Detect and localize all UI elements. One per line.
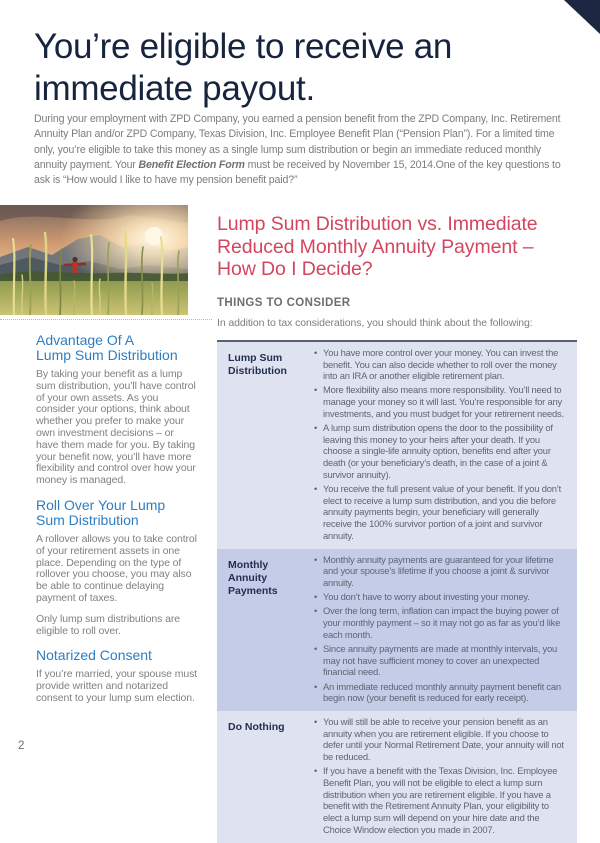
bullet-item: • A lump sum distribution opens the door to the possibility of leaving this money to your heirs after your death. If you choose a single-life annuity option, benefits end after your death (or your beneficiary’s death, in the case of a joint & survivor annuity).: [314, 422, 567, 481]
intro-bold-italic: Benefit Election Form: [138, 158, 245, 171]
bullet-item: • Over the long term, inflation can impact the buying power of your monthly payment – so it may not go as far as you’d like each month.: [314, 605, 567, 640]
page-title: You’re eligible to receive an immediate payout.: [34, 27, 453, 108]
row-content: [314, 711, 577, 843]
comparison-table: [217, 340, 577, 843]
row-label: Monthly Annuity Payments: [228, 558, 278, 597]
sidebar-section-notarized-consent: [36, 648, 198, 704]
page-number: 2: [18, 740, 25, 752]
intro-text-end: must be received by November 15, 2014.One of the key questions to ask is “How would I like to have my pension benefit paid?”: [34, 158, 561, 187]
sidebar-heading: Advantage Of A Lump Sum Distribution: [36, 332, 178, 363]
left-sidebar: [36, 333, 198, 716]
table-row-lump-sum: [217, 342, 577, 549]
bullet-item: • Since annuity payments are made at monthly intervals, you may not have sufficient money to cover an unexpected financial need.: [314, 643, 567, 678]
main-column: [217, 197, 579, 843]
sidebar-paragraph: By taking your benefit as a lump sum distribution, you’ll have control of your own assets. As you consider your options, think about whether you prefer to make your own investment decisions – or have them made for you. By taking your benefit now, you’ll have more flexibility and control over how your money is managed.: [36, 368, 196, 487]
sidebar-heading: Notarized Consent: [36, 647, 152, 664]
bullet-item: • An immediate reduced monthly annuity payment benefit can begin now (your benefit is reduced for early receipt).: [314, 681, 567, 704]
bullet-item: • Monthly annuity payments are guaranteed for your lifetime and your spouse’s lifetime if you choose a joint & survivor annuity.: [314, 554, 567, 589]
lead-sentence: In addition to tax considerations, you should think about the following:: [217, 316, 533, 329]
dotted-divider: [0, 319, 212, 320]
table-row-monthly-annuity: [217, 549, 577, 711]
sidebar-section-rollover: [36, 498, 198, 637]
bullet-item: • You will still be able to receive your pension benefit as an annuity when you are retirement eligible. If you choose to defer until your Normal Retirement Date, your annuity will not be reduced.: [314, 716, 567, 763]
row-label: Lump Sum Distribution: [228, 351, 287, 377]
bullet-item: • You receive the full present value of your benefit. If you don’t elect to receive a lump sum distribution, and you die before annuity payments begin, your beneficiary will generally receive the 100% survivor portion of a joint and survivor annuity.: [314, 483, 567, 542]
bullet-item: • You have more control over your money. You can invest the benefit. You can also decide whether to roll over the money into an IRA or another eligible retirement plan.: [314, 347, 567, 382]
sidebar-paragraph: If you’re married, your spouse must provide written and notarized consent to your lump sum election.: [36, 668, 198, 704]
intro-text: During your employment with ZPD Company, you earned a pension benefit from the ZPD Company, Inc. Retirement Annuity Plan and/or ZPD Company, Texas Division, Inc. Employee Benefit Plan (“Pension Plan”). For a limited time only, you’re eligible to take this money as a single lump sum distribution or begin an immediate reduced monthly annuity payment. Your: [34, 113, 561, 171]
section-heading: Lump Sum Distribution vs. Immediate Reduced Monthly Annuity Payment – How Do I Decide?: [217, 213, 538, 281]
bullet-item: • If you have a benefit with the Texas Division, Inc. Employee Benefit Plan, you will not be eligible to elect a lump sum distribution when you are retirement eligible. If you have a benefit with the Retirement Annuity Plan, your eligibility to elect a lump sum will depend on your hire date and the Choice Window election you made in 2007.: [314, 765, 567, 835]
table-row-do-nothing: [217, 711, 577, 843]
row-content: [314, 549, 577, 711]
sidebar-paragraph: A rollover allows you to take control of your retirement assets in one place. Depending on the type of rollover you choose, you may also be able to continue delaying payment of taxes.: [36, 532, 197, 604]
field-sunset-photo: [0, 205, 188, 315]
bullet-item: • More flexibility also means more responsibility. You’ll need to manage your money so it will last. You’re responsible for any investments, and you must budget for your retirement needs.: [314, 384, 567, 419]
row-content: [314, 342, 577, 549]
things-to-consider-label: THINGS TO CONSIDER: [217, 296, 351, 309]
corner-accent-triangle: [564, 0, 600, 34]
bullet-item: • You don’t have to worry about investing your money.: [314, 591, 567, 603]
sidebar-section-advantage: [36, 333, 198, 487]
row-label: Do Nothing: [228, 721, 285, 734]
sidebar-paragraph: Only lump sum distributions are eligible to roll over.: [36, 612, 180, 637]
intro-paragraph: [34, 112, 572, 188]
sidebar-heading: Roll Over Your Lump Sum Distribution: [36, 496, 166, 528]
